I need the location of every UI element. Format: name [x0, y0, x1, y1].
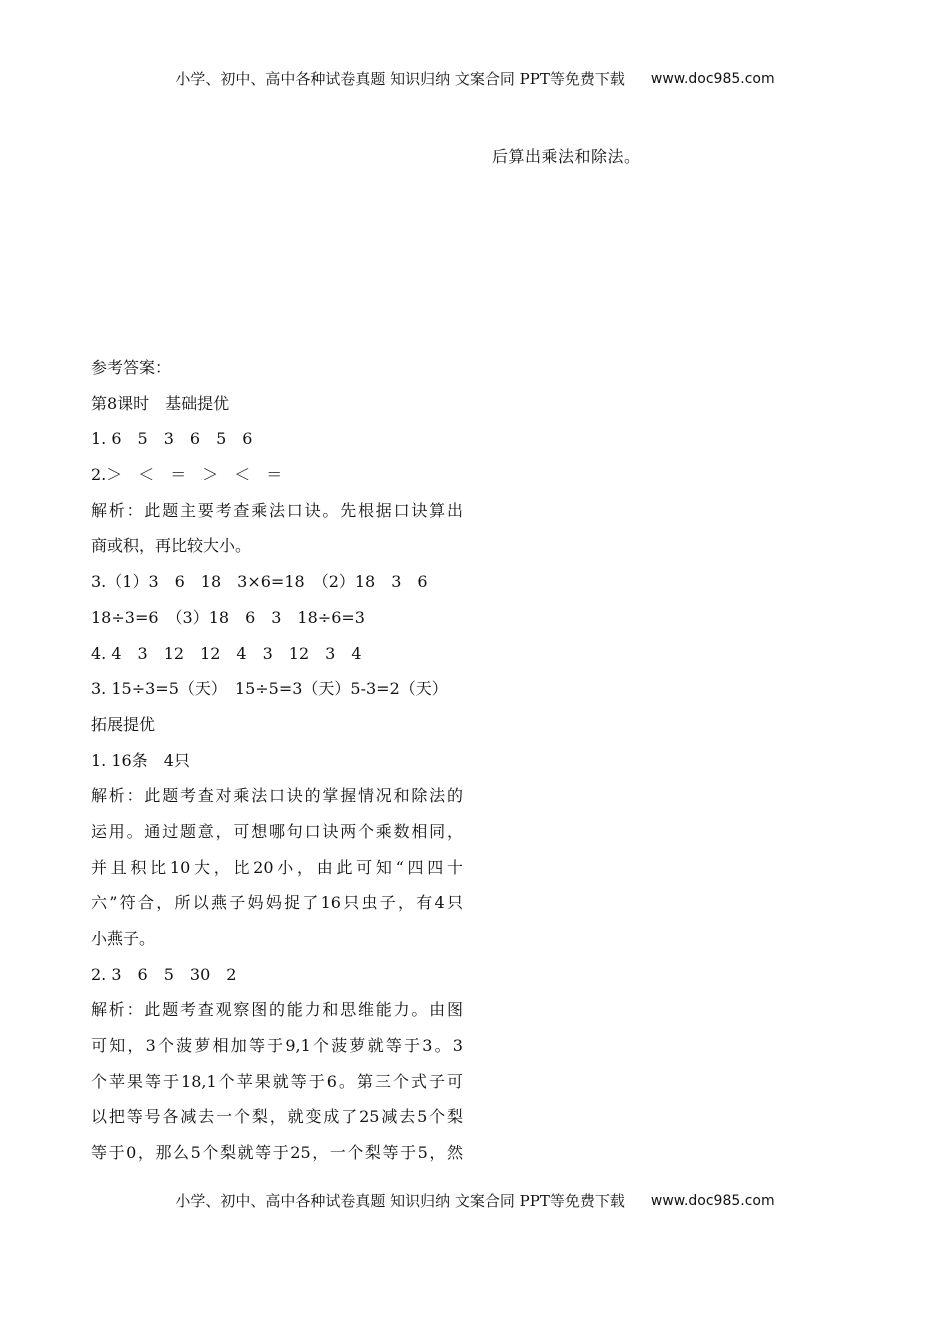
page-header — [0, 68, 950, 89]
basic-analysis-line-1: 解析：此题主要考查乘法口诀。先根据口诀算出 — [91, 500, 463, 520]
extended-analysis-1-line-1: 解析：此题考查对乘法口诀的掌握情况和除法的 — [91, 786, 463, 806]
header-text: 小学、初中、高中各种试卷真题 知识归纳 文案合同 PPT等免费下载 — [175, 70, 625, 88]
header-site-link[interactable]: www.doc985.com — [650, 70, 775, 87]
extended-answer-2: 2. 3 6 5 30 2 — [91, 964, 237, 984]
page-footer — [0, 1190, 950, 1211]
extended-analysis-2-line-4: 以把等号各减去一个梨，就变成了25减去5个梨 — [91, 1107, 463, 1127]
basic-answer-1: 1. 6 5 3 6 5 6 — [91, 429, 253, 449]
extended-analysis-1-line-4: 六”符合，所以燕子妈妈捉了16只虫子，有4只 — [91, 893, 463, 913]
extended-analysis-2-line-3: 个苹果等于18,1个苹果就等于6。第三个式子可 — [91, 1071, 463, 1091]
extended-analysis-1-line-3: 并且积比10大，比20小，由此可知“四四十 — [91, 857, 463, 877]
extended-analysis-2-line-2: 可知，3个菠萝相加等于9,1个菠萝就等于3。3 — [91, 1036, 463, 1056]
extended-analysis-2-line-1: 解析：此题考查观察图的能力和思维能力。由图 — [91, 1000, 463, 1020]
answers-title: 参考答案： — [91, 358, 172, 377]
answer-section — [91, 350, 463, 1171]
extended-heading: 拓展提优 — [91, 714, 156, 734]
extended-analysis-2-line-5: 等于0，那么5个梨就等于25，一个梨等于5，然 — [91, 1143, 463, 1163]
footer-text: 小学、初中、高中各种试卷真题 知识归纳 文案合同 PPT等免费下载 — [175, 1192, 625, 1210]
basic-answer-5: 3. 15÷3=5（天） 15÷5=3（天）5-3=2（天） — [91, 679, 448, 699]
basic-answer-3b: 18÷3=6 （3）18 6 3 18÷6=3 — [91, 607, 365, 627]
footer-site-link[interactable]: www.doc985.com — [650, 1192, 775, 1209]
extended-answer-1: 1. 16条 4只 — [91, 750, 190, 770]
basic-answer-4: 4. 4 3 12 12 4 3 12 3 4 — [91, 643, 362, 663]
basic-analysis-line-2: 商或积，再比较大小。 — [91, 536, 252, 556]
basic-answer-2: 2.＞ ＜ ＝ ＞ ＜ ＝ — [91, 465, 283, 485]
extended-analysis-1-line-5: 小燕子。 — [91, 929, 156, 948]
lesson-heading: 第8课时 基础提优 — [91, 393, 230, 413]
basic-answer-3a: 3.（1）3 6 18 3×6=18 （2）18 3 6 — [91, 572, 428, 592]
continued-text: 后算出乘法和除法。 — [492, 147, 641, 166]
extended-analysis-1-line-2: 运用。通过题意，可想哪句口诀两个乘数相同， — [91, 821, 463, 841]
